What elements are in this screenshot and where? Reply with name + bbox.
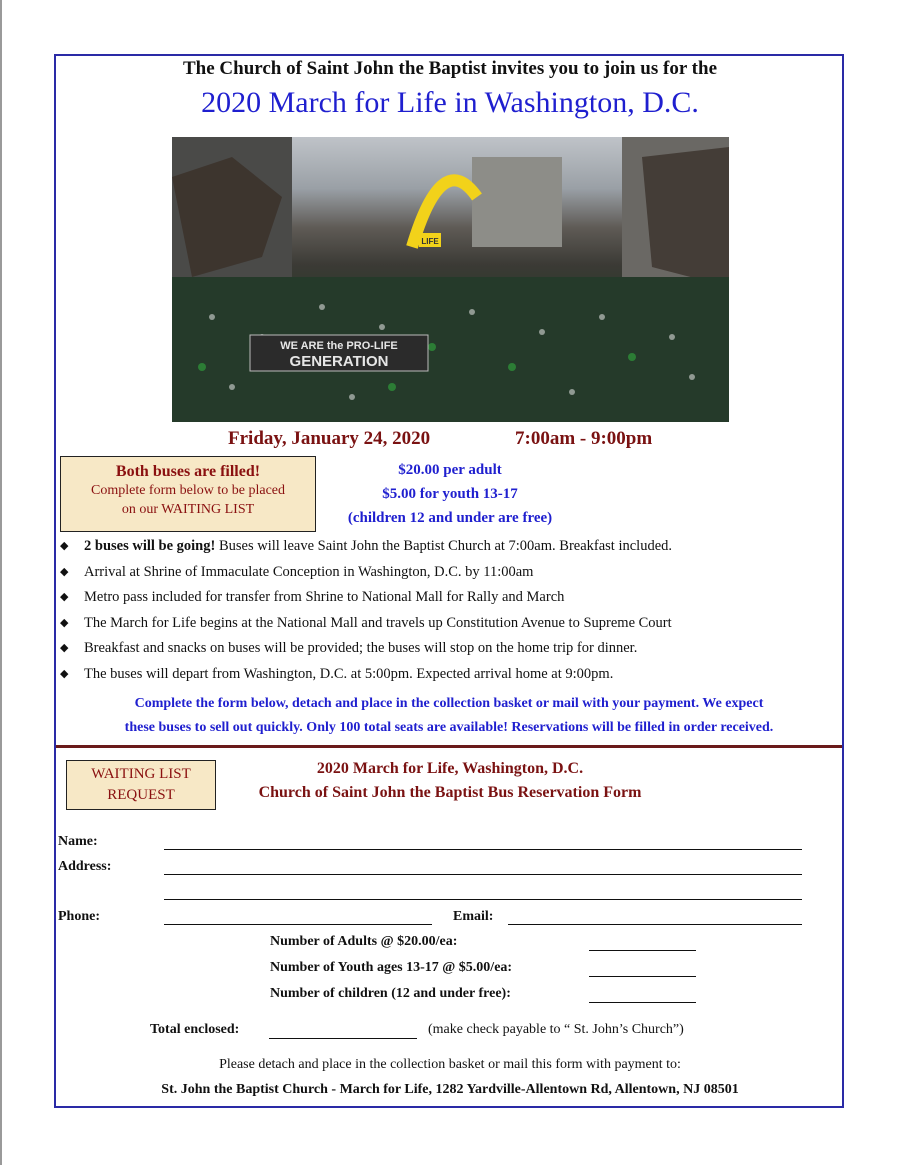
list-item bbox=[58, 611, 848, 637]
price-adult: $20.00 per adult bbox=[398, 462, 502, 478]
notice-line3: on our WAITING LIST bbox=[121, 502, 255, 517]
notice-line2: Complete form below to be placed bbox=[91, 483, 285, 498]
check-payable-note: (make check payable to “ St. John’s Church”) bbox=[428, 1022, 684, 1037]
event-time: 7:00am - 9:00pm bbox=[515, 428, 653, 449]
instructions-line1: Complete the form below, detach and place in the collection basket or mail with your payment. We expect bbox=[134, 696, 764, 711]
bullet-bold-text: 2 buses will be going! bbox=[84, 538, 216, 554]
price-youth: $5.00 for youth 13-17 bbox=[382, 486, 518, 502]
phone-field[interactable] bbox=[164, 924, 432, 925]
youth-count-field[interactable] bbox=[589, 976, 696, 977]
email-field[interactable] bbox=[508, 924, 802, 925]
waiting-list-badge bbox=[66, 760, 216, 810]
bullet-text: The buses will depart from Washington, D.C. at 5:00pm. Expected arrival home at 9:00pm. bbox=[84, 665, 614, 682]
instructions bbox=[56, 692, 842, 740]
address-field-line1[interactable] bbox=[164, 874, 802, 875]
event-date: Friday, January 24, 2020 bbox=[228, 428, 431, 449]
bullet-text: Breakfast and snacks on buses will be provided; the buses will stop on the home trip for dinner. bbox=[84, 640, 638, 656]
adults-count-label: Number of Adults @ $20.00/ea: bbox=[270, 934, 458, 949]
price-children: (children 12 and under are free) bbox=[347, 510, 553, 526]
bullet-icon: ◆ bbox=[60, 667, 69, 680]
name-field[interactable] bbox=[164, 849, 802, 850]
email-label: Email: bbox=[453, 909, 494, 924]
bullet-icon: ◆ bbox=[60, 565, 69, 578]
banner-text-line2: GENERATION bbox=[289, 353, 389, 370]
list-item bbox=[58, 560, 848, 586]
total-field[interactable] bbox=[269, 1038, 417, 1039]
crowd-illustration bbox=[172, 137, 729, 422]
balloon-sign-text: LIFE bbox=[421, 237, 439, 246]
children-count-field[interactable] bbox=[589, 1002, 696, 1003]
list-item bbox=[58, 662, 848, 688]
bullet-icon: ◆ bbox=[60, 591, 69, 603]
bullet-icon: ◆ bbox=[60, 540, 69, 552]
adults-count-field[interactable] bbox=[589, 950, 696, 951]
bullet-text: The March for Life begins at the National Mall and travels up Constitution Avenue to Supreme Court bbox=[84, 614, 672, 631]
intro-line: The Church of Saint John the Baptist invites you to join us for the bbox=[182, 58, 717, 79]
page-edge bbox=[0, 0, 2, 1165]
detach-divider bbox=[56, 745, 842, 748]
form-heading bbox=[200, 757, 700, 805]
youth-count-label: Number of Youth ages 13-17 @ $5.00/ea: bbox=[270, 960, 513, 975]
banner-text-line1: WE ARE the PRO-LIFE bbox=[280, 340, 398, 352]
form-title-line1: 2020 March for Life, Washington, D.C. bbox=[316, 760, 584, 777]
total-label: Total enclosed: bbox=[150, 1022, 240, 1037]
buses-filled-notice bbox=[60, 456, 316, 532]
flyer-title: 2020 March for Life in Washington, D.C. bbox=[201, 86, 699, 119]
bullet-text: Arrival at Shrine of Immaculate Conception in Washington, D.C. by 11:00am bbox=[84, 563, 534, 580]
list-item bbox=[58, 585, 848, 611]
bullet-icon: ◆ bbox=[60, 642, 69, 654]
phone-label: Phone: bbox=[58, 909, 100, 924]
bullet-text: Metro pass included for transfer from Shrine to National Mall for Rally and March bbox=[84, 589, 565, 605]
address-field-line2[interactable] bbox=[164, 899, 802, 900]
children-count-label: Number of children (12 and under free): bbox=[270, 986, 511, 1001]
march-crowd-photo bbox=[172, 137, 729, 422]
mailing-address: St. John the Baptist Church - March for Life, 1282 Yardville-Allentown Rd, Allentown, NJ 08501 bbox=[161, 1082, 739, 1097]
waiting-list-line1: WAITING LIST bbox=[91, 766, 191, 782]
total-row bbox=[150, 1022, 239, 1038]
pricing-block bbox=[300, 458, 600, 530]
waiting-list-line2: REQUEST bbox=[107, 787, 175, 803]
trip-details-list bbox=[58, 534, 848, 687]
form-title-line2: Church of Saint John the Baptist Bus Reservation Form bbox=[258, 784, 642, 801]
instructions-line2: these buses to sell out quickly. Only 100 total seats are available! Reservations will be filled in order received. bbox=[124, 720, 774, 735]
name-label: Name: bbox=[58, 834, 98, 849]
mail-instructions: Please detach and place in the collection basket or mail this form with payment to: bbox=[219, 1057, 681, 1072]
address-label: Address: bbox=[58, 859, 112, 874]
list-item bbox=[58, 534, 848, 560]
bullet-text: Buses will leave Saint John the Baptist Church at 7:00am. Breakfast included. bbox=[215, 538, 673, 554]
list-item bbox=[58, 636, 848, 662]
bullet-icon: ◆ bbox=[60, 616, 69, 629]
notice-line1: Both buses are filled! bbox=[115, 463, 261, 480]
